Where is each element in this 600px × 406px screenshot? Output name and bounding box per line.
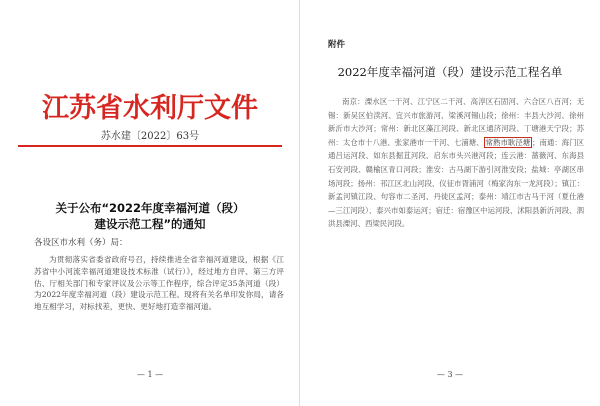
- notice-title-line2: 建设示范工程”的通知: [94, 217, 206, 231]
- attachment-page: [300, 0, 600, 406]
- document-header: 江苏省水利厅文件: [42, 93, 258, 124]
- notice-title: [0, 200, 300, 232]
- page-number-right: — 3 —: [436, 370, 464, 379]
- project-list: [328, 95, 584, 231]
- notice-body: 为贯彻落实省委省政府号召，持续推进全省幸福河道建设，根据《江苏省中小河流幸福河道建设技术标准（试行）》，经过地方自评、第三方评估、厅相关部门和专家评议及公示等工作程序，综合评定35条河道（段）为2022年度幸福河道（段）建设示范工程。现将有关名单印发你局，请各地互相学习，对标找差，更快、更好地打造幸福河道。: [34, 255, 284, 312]
- list-title: 2022年度幸福河道（段）建设示范工程名单: [337, 65, 563, 79]
- highlighted-entry: 常熟市耿泾塘: [485, 137, 531, 147]
- notice-title-line1: 关于公布“2022年度幸福河道（段）: [55, 201, 245, 215]
- list-text-before: 南京：溧水区一干河、江宁区二干河、高淳区石固河、六合区八百河；无锡：新吴区伯渎河、宜兴市旅游河、梁溪河锡山段；徐州：丰县大沙河、徐州新沂市大沙河；常州：新北区藻江河段、新北区通济河段、丁塘港天宁段；苏州：太仓市十八港、张家港市一干河、七浦塘、: [328, 97, 584, 147]
- addressee: 各设区市水利（务）局：: [34, 238, 128, 248]
- red-divider: [18, 145, 282, 147]
- document-number: 苏水建〔2022〕63号: [100, 131, 200, 142]
- page-number-left: — 1 —: [136, 370, 164, 379]
- attachment-label: 附件: [328, 40, 346, 50]
- list-text-after: ；南通：海门区通吕运河段、如东县掘苴河段、启东市头兴港河段；连云港：蔷薇河、东海县石安河段、赣榆区青口河段；淮安：古马湖下游引河淮安段；盐城：亭湖区串场河段；扬州：邗江区北山河段、仪征市胥浦河（梅家沟东一龙河段）；镇江：新孟河镇江段、句容市二圣河、丹徒区孟河；泰州：靖江市古马干河（夏仕港—三江河段）、泰兴市如泰运河；宿迁：宿豫区中运河段、沭阳县新沂河段、泗洪县溧河、西梁民河段。: [328, 137, 584, 229]
